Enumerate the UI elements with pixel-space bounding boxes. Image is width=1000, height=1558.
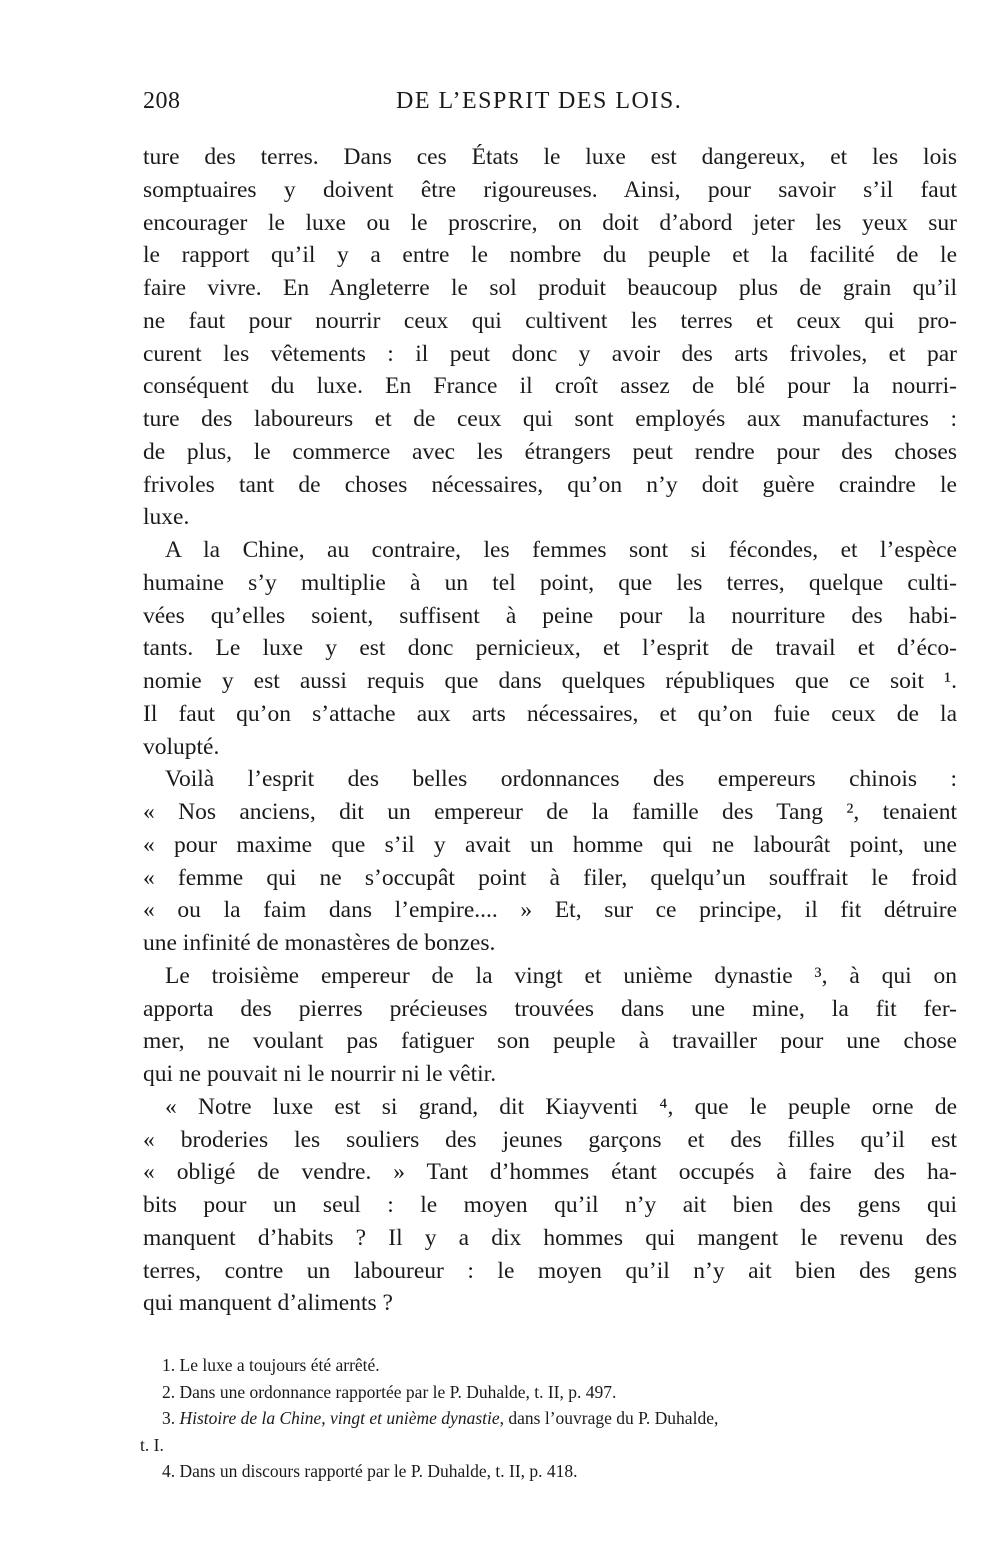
footnote-2 [140,1379,960,1406]
text-line: qui manquent d’aliments ? [143,1290,393,1317]
text-line: Voilà l’esprit des belles ordonnances des empereurs chinois : [165,766,957,793]
footnote-1 [140,1352,960,1379]
paragraph [143,534,957,763]
text-line: luxe. [143,504,190,531]
text-line: ne faut pour nourrir ceux qui cultivent les terres et ceux qui pro- [143,307,957,334]
text-line: ture des terres. Dans ces États le luxe est dangereux, et les lois [143,144,957,170]
text-line: « Nos anciens, dit un empereur de la famille des Tang ², tenaient [143,799,957,825]
footnotes [140,1352,960,1485]
text-line: somptuaires y doivent être rigoureuses. Ainsi, pour savoir s’il faut [143,176,957,203]
text-line: conséquent du luxe. En France il croît assez de blé pour la nourri- [143,373,957,400]
text-line: faire vivre. En Angleterre le sol produit beaucoup plus de grain qu’il [143,275,957,301]
footnote-text: Dans un discours rapporté par le P. Duhalde, t. II, p. 418. [179,1461,578,1481]
footnote-title: Histoire de la Chine, vingt et unième dynastie [179,1408,500,1428]
text-line: bits pour un seul : le moyen qu’il n’y ait bien des gens qui [143,1192,957,1218]
text-line: qui ne pouvait ni le nourrir ni le vêtir. [143,1061,497,1087]
text-line: encourager le luxe ou le proscrire, on doit d’abord jeter les yeux sur [143,209,957,236]
text-line: tants. Le luxe y est donc pernicieux, et l’esprit de travail et d’éco- [143,635,957,662]
text-line: manquent d’habits ? Il y a dix hommes qui mangent le revenu des [143,1224,957,1251]
paragraph [143,960,957,1091]
footnote-text: Le luxe a toujours été arrêté. [179,1355,380,1375]
text-line: une infinité de monastères de bonzes. [143,930,496,956]
text-line: « femme qui ne s’occupât point à filer, quelqu’un souffrait le froid [143,864,957,891]
footnote-number: 2. [162,1381,176,1402]
footnote-4 [140,1458,960,1485]
text-line: volupté. [143,733,220,760]
paragraph [143,763,957,960]
text-line: apporta des pierres précieuses trouvées dans une mine, la fit fer- [143,995,957,1022]
text-line: ture des laboureurs et de ceux qui sont employés aux manufactures : [143,406,957,432]
paragraph [143,141,957,534]
body-text [143,141,957,1320]
text-line: « broderies les souliers des jeunes garçons et des filles qu’il est [143,1126,957,1153]
text-line: « pour maxime que s’il y avait un homme qui ne labourât point, une [143,831,957,858]
running-head [143,88,955,122]
text-line: A la Chine, au contraire, les femmes sont si fécondes, et l’espèce [165,537,957,563]
text-line: de plus, le commerce avec les étrangers peut rendre pour des choses [143,438,957,465]
text-line: « obligé de vendre. » Tant d’hommes étant occupés à faire des ha- [143,1159,957,1186]
text-line: mer, ne voulant pas fatiguer son peuple à travailler pour une chose [143,1028,957,1055]
footnote-3 [140,1405,960,1432]
footnote-number: 1. [162,1355,176,1375]
paragraph [143,1091,957,1320]
text-line: vées qu’elles soient, suffisent à peine pour la nourriture des habi- [143,602,957,629]
footnote-3-continuation: t. I. [140,1434,164,1455]
text-line: frivoles tant de choses nécessaires, qu’on n’y doit guère craindre le [143,471,957,498]
footnote-number: 3. [162,1408,176,1428]
footnote-text: , dans l’ouvrage du P. Duhalde, [499,1408,719,1428]
text-line: terres, contre un laboureur : le moyen qu’il n’y ait bien des gens [143,1257,957,1284]
text-line: humaine s’y multiplie à un tel point, que les terres, quelque culti- [143,569,957,596]
text-line: Il faut qu’on s’attache aux arts nécessaires, et qu’on fuie ceux de la [143,700,957,727]
footnote-text: Dans une ordonnance rapportée par le P. Duhalde, t. II, p. 497. [179,1381,617,1402]
text-line: le rapport qu’il y a entre le nombre du peuple et la facilité de le [143,242,957,269]
text-line: Le troisième empereur de la vingt et unième dynastie ³, à qui on [165,962,957,989]
page-number: 208 [143,88,181,114]
text-line: « Notre luxe est si grand, dit Kiayventi ⁴, que le peuple orne de [165,1093,957,1120]
running-title: DE L’ESPRIT DES LOIS. [396,88,683,114]
text-line: curent les vêtements : il peut donc y avoir des arts frivoles, et par [143,340,957,367]
footnote-number: 4. [162,1461,176,1481]
text-line: nomie y est aussi requis que dans quelques républiques que ce soit ¹. [143,668,957,694]
text-line: « ou la faim dans l’empire.... » Et, sur ce principe, il fit détruire [143,897,957,924]
